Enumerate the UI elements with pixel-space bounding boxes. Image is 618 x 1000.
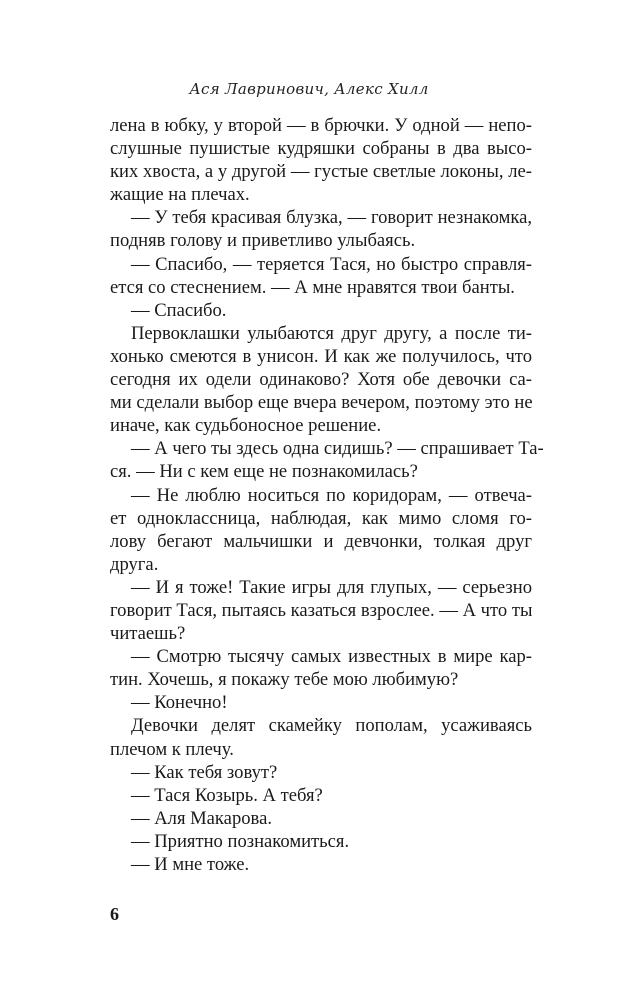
paragraph [110,299,532,322]
text-line: — Конечно! [131,692,228,714]
text-line: ся. — Ни с кем еще не познакомилась? [110,461,418,483]
paragraph [110,437,544,483]
page-body-text [110,114,544,876]
text-line: — Тася Козырь. А тебя? [131,784,323,806]
text-line: иначе, как судьбоносное решение. [110,415,382,437]
text-line: ет одноклассница, наблюдая, как мимо сломя го- [110,507,532,529]
text-line: — У тебя красивая блузка, — говорит незнакомка, [131,207,532,229]
paragraph [110,322,532,437]
text-line: Первоклашки улыбаются друг другу, а после ти- [131,322,532,344]
paragraph [110,691,532,714]
text-line: плечом к плечу. [110,738,234,760]
paragraph [110,714,532,760]
text-line: слушные пушистые кудряшки собраны в два высо- [110,138,532,160]
page-number: 6 [110,904,119,924]
text-line: — Приятно познакомиться. [131,830,350,852]
text-line: ких хвоста, а у другой — густые светлые локоны, ле- [110,161,532,183]
paragraph [110,114,532,206]
text-line: — Аля Макарова. [131,807,272,829]
text-line: — Как тебя зовут? [131,761,278,783]
paragraph [110,807,532,830]
text-line: говорит Тася, пытаясь казаться взрослее. — А что ты [110,599,533,621]
text-line: ми сделали выбор еще вчера вечером, поэтому это не [110,392,533,414]
text-line: лову бегают мальчишки и девчонки, толкая друг [110,530,532,552]
text-line: лена в юбку, у второй — в брючки. У одной — непо- [110,115,532,136]
paragraph [110,253,532,299]
paragraph [110,484,532,576]
text-line: — И я тоже! Такие игры для глупых, — серьезно [131,576,532,598]
text-line: — Не люблю носиться по коридорам, — отвеча- [131,484,532,506]
text-line: — Спасибо. [131,299,227,321]
text-line: ется со стеснением. — А мне нравятся твои банты. [110,276,515,298]
text-line: — А чего ты здесь одна сидишь? — спрашивает Та- [131,438,544,460]
paragraph [110,645,532,691]
paragraph [110,784,532,807]
text-line: друга. [110,553,159,575]
paragraph [110,761,532,784]
text-line: хонько смеются в унисон. И как же получилось, что [110,345,532,367]
paragraph [110,206,532,252]
text-line: тин. Хочешь, я покажу тебе мою любимую? [110,669,459,691]
text-line: Девочки делят скамейку пополам, усаживаясь [131,715,532,737]
text-line: читаешь? [110,623,186,645]
paragraph [110,576,532,645]
running-header: Ася Лавринович, Алекс Хилл [189,80,429,98]
text-line: — Спасибо, — теряется Тася, но быстро справля- [131,253,532,275]
text-line: сегодня их одели одинаково? Хотя обе девочки са- [110,369,532,391]
text-line: — И мне тоже. [131,854,250,875]
text-line: подняв голову и приветливо улыбаясь. [110,230,416,252]
text-line: — Смотрю тысячу самых известных в мире кар- [131,646,532,668]
paragraph [110,830,532,853]
paragraph [110,853,532,876]
text-line: жащие на плечах. [110,184,250,206]
